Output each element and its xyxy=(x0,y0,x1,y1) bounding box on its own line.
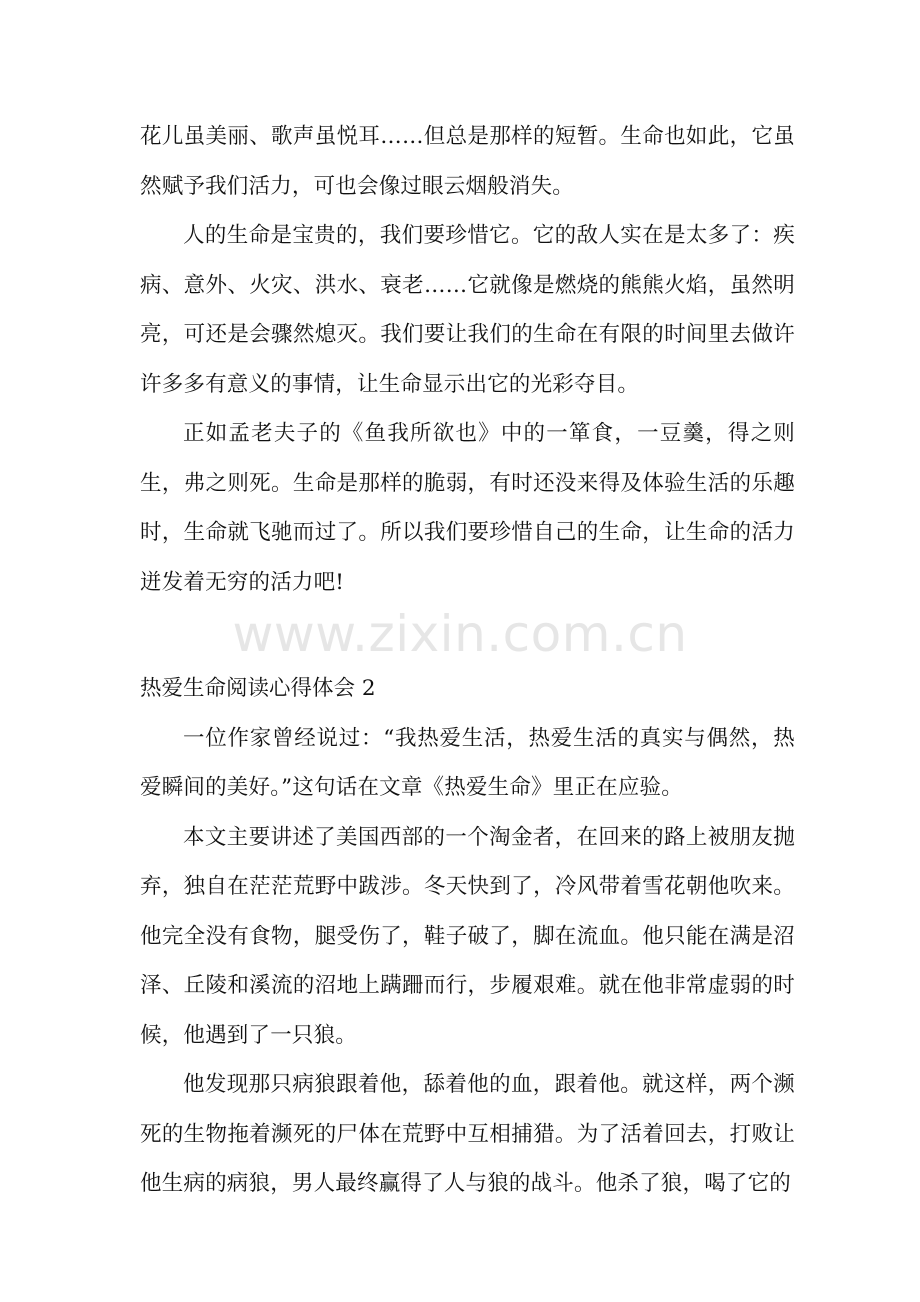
paragraph-2: 人的生命是宝贵的，我们要珍惜它。它的敌人实在是太多了：疾病、意外、火灾、洪水、衰老……它就像是燃烧的熊熊火焰，虽然明亮，可还是会骤然熄灭。我们要让我们的生命在有限的时间里去做许许多多有意义的事情，让生命显示出它的光彩夺目。 xyxy=(140,223,795,397)
paragraph-3: 正如孟老夫子的《鱼我所欲也》中的一箪食，一豆羹，得之则生，弗之则死。生命是那样的脆弱，有时还没来得及体验生活的乐趣时，生命就飞驰而过了。所以我们要珍惜自己的生命，让生命的活力迸发着无穷的活力吧! xyxy=(140,421,795,595)
paragraph-6: 他发现那只病狼跟着他，舔着他的血，跟着他。就这样，两个濒死的生物拖着濒死的尸体在荒野中互相捕猎。为了活着回去，打败让他生病的病狼，男人最终赢得了人与狼的战斗。他杀了狼，喝了它的 xyxy=(140,1072,795,1196)
paragraph-5: 本文主要讲述了美国西部的一个淘金者，在回来的路上被朋友抛弃，独自在茫茫荒野中跋涉。冬天快到了，冷风带着雪花朝他吹来。他完全没有食物，腿受伤了，鞋子破了，脚在流血。他只能在满是沼泽、丘陵和溪流的沼地上蹒跚而行，步履艰难。就在他非常虚弱的时候，他遇到了一只狼。 xyxy=(140,824,795,1048)
paragraph-4: 一位作家曾经说过：“我热爱生活，热爱生活的真实与偶然，热爱瞬间的美好。”这句话在文章《热爱生命》里正在应验。 xyxy=(140,725,795,800)
paragraph-1: 花儿虽美丽、歌声虽悦耳……但总是那样的短暂。生命也如此，它虽然赋予我们活力，可也会像过眼云烟般消失。 xyxy=(140,124,795,199)
watermark-text: www.zixin.com.cn xyxy=(232,605,688,663)
document-body xyxy=(140,112,795,1209)
section-heading: 热爱生命阅读心得体会 2 xyxy=(140,676,376,701)
